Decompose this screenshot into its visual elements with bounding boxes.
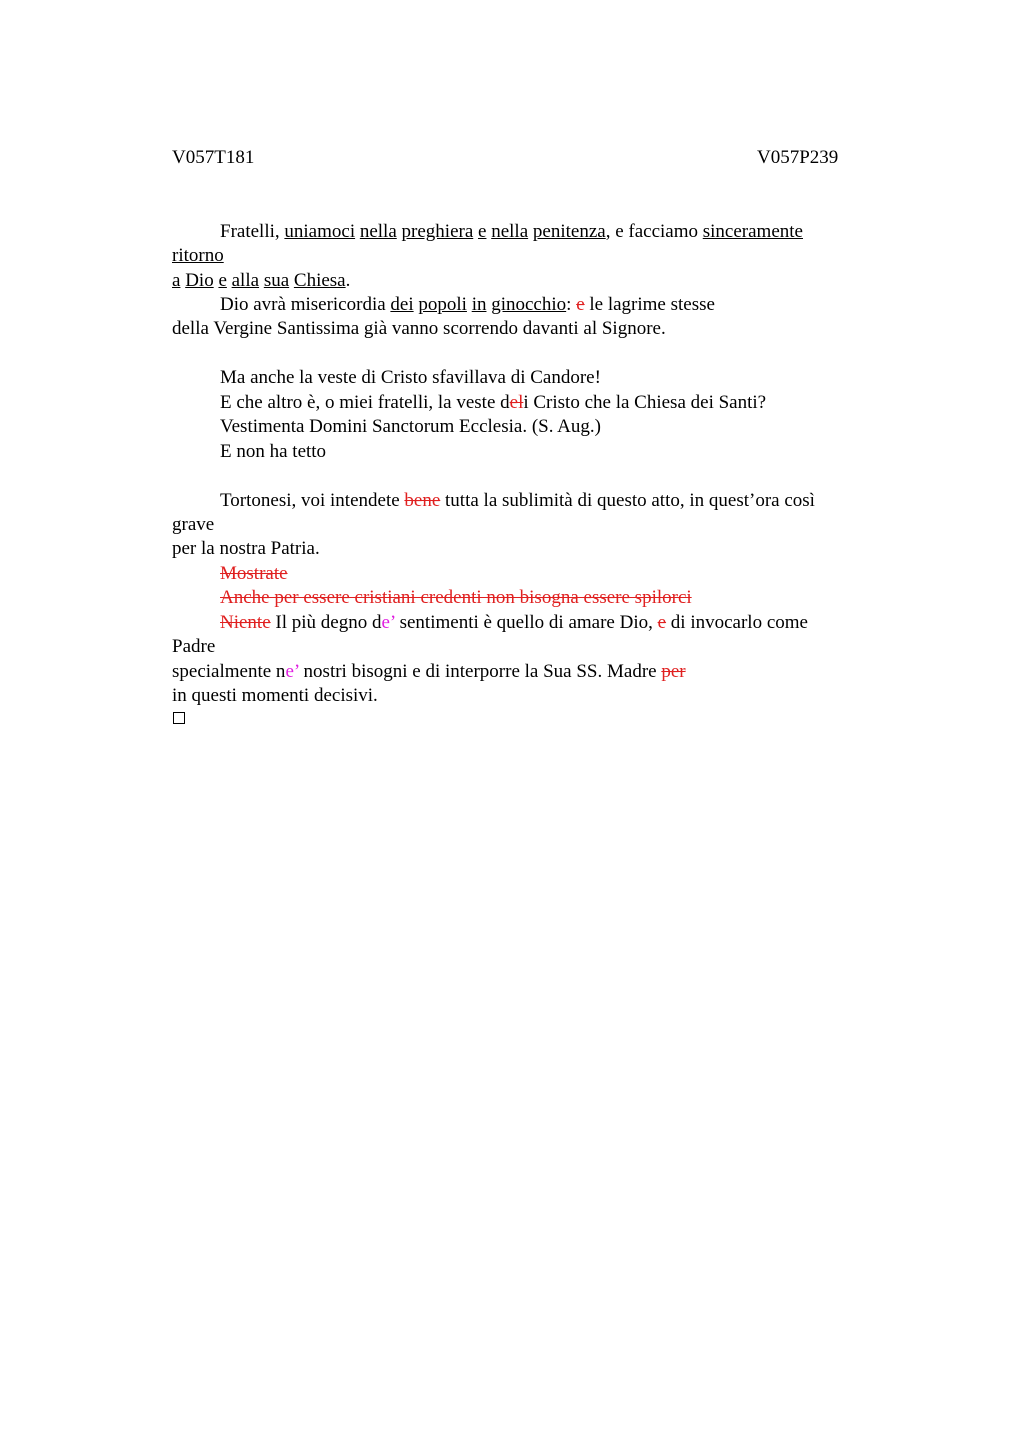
text-run: tutta la sublimità di questo atto, in quest’ora così: [440, 490, 815, 511]
deleted-line-spilorci: Anche per essere cristiani credenti non bisogna essere spilorci: [220, 587, 692, 608]
inserted-text: e’: [285, 661, 299, 682]
underlined-word: popoli: [418, 294, 467, 315]
text-run: di invocarlo come: [666, 612, 808, 633]
paragraph-2-line-2: [220, 391, 766, 415]
paragraph-3-line-8: [172, 660, 686, 684]
underlined-word: Dio: [185, 270, 214, 291]
text-run: le lagrime stesse: [584, 294, 715, 315]
paragraph-1-line-5: della Vergine Santissima già vanno scorrendo davanti al Signore.: [172, 318, 666, 339]
underlined-word: nella: [359, 221, 397, 242]
underlined-word: penitenza: [532, 221, 606, 242]
deleted-text: per: [661, 661, 686, 682]
paragraph-1-line-1: [220, 220, 803, 244]
text-run: :: [566, 294, 577, 315]
inserted-text: e’: [381, 612, 395, 633]
paragraph-3-line-6: [220, 611, 808, 635]
deleted-text: el: [509, 392, 524, 413]
paragraph-3-line-7: Padre: [172, 636, 216, 657]
paragraph-2-line-1: Ma anche la veste di Cristo sfavillava di Candore!: [220, 367, 601, 388]
underlined-word: nella: [491, 221, 529, 242]
deleted-text: Niente: [220, 612, 271, 633]
paragraph-3-line-2: grave: [172, 514, 215, 535]
underlined-word: alla: [231, 270, 260, 291]
underlined-word: ritorno: [172, 245, 224, 266]
text-run: , e facciamo: [605, 221, 703, 242]
underlined-word: e: [478, 221, 487, 242]
text-run: specialmente n: [172, 661, 286, 682]
deleted-text: e: [657, 612, 667, 633]
paragraph-2-line-3: Vestimenta Domini Sanctorum Ecclesia. (S. Aug.): [220, 416, 601, 437]
text-run: .: [345, 270, 351, 291]
text-run: nostri bisogni e di interporre la Sua SS. Madre: [298, 661, 662, 682]
document-code-left: V057T181: [172, 147, 255, 168]
paragraph-1-line-2: [172, 244, 224, 268]
text-run: E che altro è, o miei fratelli, la veste d: [220, 392, 510, 413]
deleted-line-mostrate: Mostrate: [220, 563, 288, 584]
underlined-word: a: [172, 270, 181, 291]
paragraph-3-line-9: in questi momenti decisivi.: [172, 685, 378, 706]
underlined-word: ginocchio: [491, 294, 567, 315]
text-run: Fratelli,: [220, 221, 285, 242]
text-run: i Cristo che la Chiesa dei Santi?: [523, 392, 767, 413]
underlined-word: e: [218, 270, 227, 291]
underlined-word: Chiesa: [293, 270, 346, 291]
deleted-text: e: [576, 294, 585, 315]
underlined-word: dei: [390, 294, 414, 315]
paragraph-3-line-3: per la nostra Patria.: [172, 538, 320, 559]
text-run: Il più degno d: [270, 612, 382, 633]
text-run: Tortonesi, voi intendete: [220, 490, 405, 511]
empty-box-symbol: [173, 712, 185, 724]
paragraph-1-line-4: [220, 293, 715, 317]
underlined-word: sinceramente: [702, 221, 803, 242]
paragraph-1-line-3: [172, 269, 350, 293]
text-run: Dio avrà misericordia: [220, 294, 391, 315]
paragraph-2-line-4: E non ha tetto: [220, 441, 327, 462]
underlined-word: preghiera: [401, 221, 474, 242]
paragraph-3-line-1: [220, 489, 815, 513]
underlined-word: in: [471, 294, 487, 315]
underlined-word: uniamoci: [284, 221, 356, 242]
deleted-text: bene: [404, 490, 441, 511]
underlined-word: sua: [263, 270, 290, 291]
text-run: sentimenti è quello di amare Dio,: [394, 612, 658, 633]
document-code-right: V057P239: [757, 147, 839, 168]
